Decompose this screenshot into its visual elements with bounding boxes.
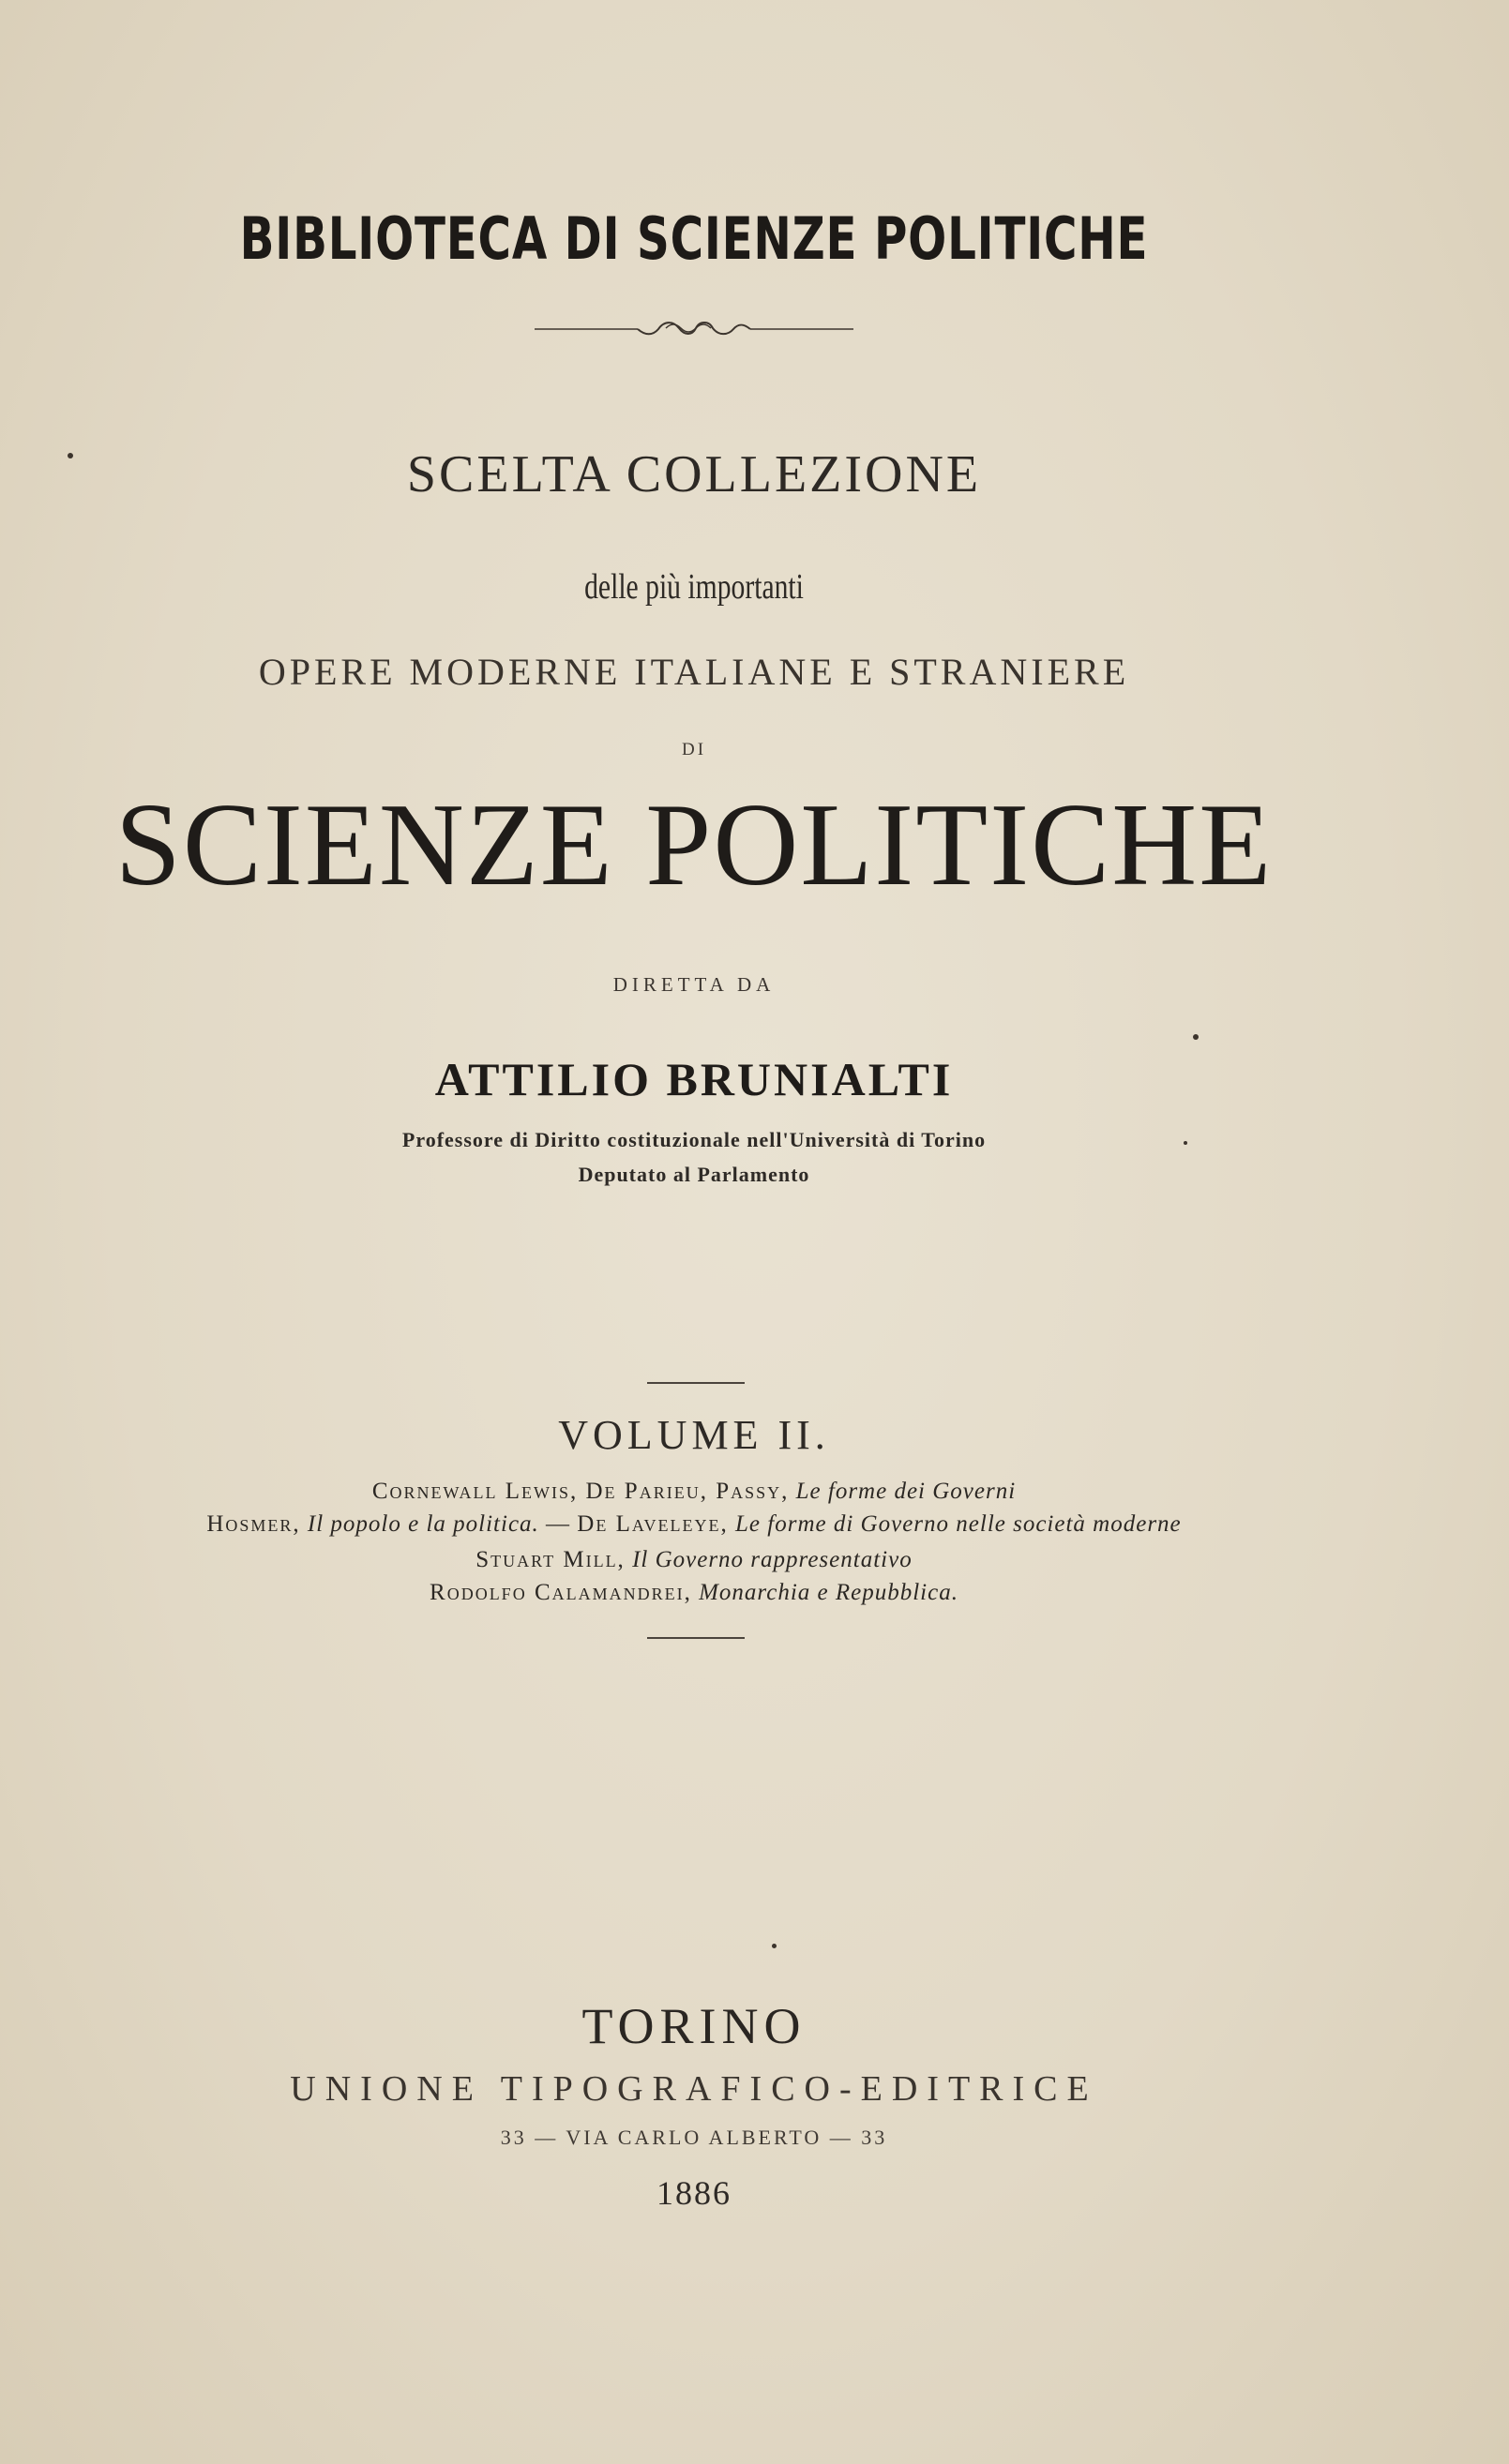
contents-author: Hosmer, bbox=[206, 1511, 301, 1537]
rule-above-volume bbox=[647, 1382, 745, 1384]
contents-line-2 bbox=[0, 1511, 1388, 1538]
contents-line-3 bbox=[0, 1547, 1388, 1573]
works-heading: OPERE MODERNE ITALIANE E STRANIERE bbox=[258, 651, 1130, 693]
ornament-divider bbox=[535, 315, 853, 343]
imprint-year: 1886 bbox=[656, 2174, 732, 2212]
paper-speck bbox=[1184, 1141, 1187, 1145]
imprint-publisher: UNIONE TIPOGRAFICO-EDITRICE bbox=[290, 2069, 1098, 2109]
series-title: BIBLIOTECA DI SCIENZE POLITICHE bbox=[239, 204, 1149, 273]
contents-line-4 bbox=[0, 1580, 1388, 1606]
contents-work: Le forme di Governo nelle società moderne bbox=[735, 1511, 1182, 1537]
contents-work: Il popolo e la politica. bbox=[307, 1511, 539, 1537]
rule-below-contents bbox=[647, 1637, 745, 1639]
directed-by: DIRETTA DA bbox=[612, 973, 776, 996]
subline: delle più importanti bbox=[584, 567, 804, 607]
contents-author: De Laveleye, bbox=[577, 1511, 729, 1537]
author-title-deputy: Deputato al Parlamento bbox=[578, 1163, 810, 1186]
imprint-city: TORINO bbox=[581, 1998, 807, 2054]
paper-speck bbox=[1193, 1034, 1199, 1040]
contents-separator: — bbox=[546, 1511, 571, 1537]
contents-author: Stuart Mill, bbox=[475, 1547, 626, 1572]
preposition-di: DI bbox=[681, 740, 707, 759]
contents-work: Monarchia e Repubblica. bbox=[699, 1580, 958, 1605]
paper-speck bbox=[772, 1944, 777, 1948]
contents-work: Il Governo rappresentativo bbox=[632, 1547, 913, 1572]
imprint-address: 33 — VIA CARLO ALBERTO — 33 bbox=[500, 2126, 888, 2149]
volume-heading: VOLUME II. bbox=[558, 1412, 830, 1458]
contents-work: Le forme dei Governi bbox=[795, 1479, 1017, 1504]
contents-line-1 bbox=[0, 1479, 1388, 1505]
author-title-professor: Professore di Diritto costituzionale nell'Università di Torino bbox=[401, 1128, 987, 1151]
contents-author: Rodolfo Calamandrei, bbox=[430, 1580, 692, 1605]
author-name: ATTILIO BRUNIALTI bbox=[434, 1053, 954, 1105]
contents-authors: Cornewall Lewis, De Parieu, Passy, bbox=[371, 1479, 790, 1504]
main-title: SCIENZE POLITICHE bbox=[114, 780, 1274, 910]
paper-speck bbox=[68, 453, 73, 458]
collection-heading: SCELTA COLLEZIONE bbox=[406, 445, 982, 503]
